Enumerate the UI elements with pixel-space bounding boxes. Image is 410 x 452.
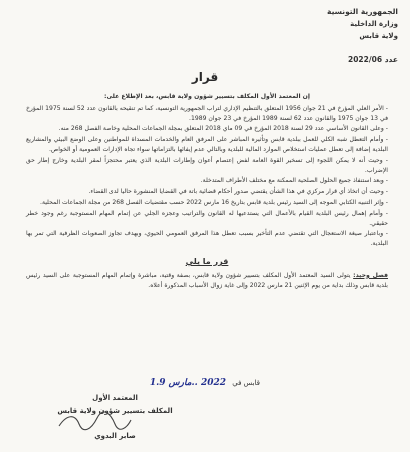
- paragraph: - وإثر التنبيه الكتابي الموجه إلى السيد رئيس بلدية قابس بتاريخ 16 مارس 2022 حسب مقتضيات الفصل 268 من مجلة الجماعات المحلية.: [40, 198, 388, 206]
- paragraph: - وأمام التعطل شبه الكلي للعمل ببلدية قابس وتأثيره المباشر على المرفق العام والخدمات المسداة للمواطنين وعلى الوضع البيئي والمشاريع البلدية إضافة إلى تعطل عمليات استخلاص الموارد المالية للبلدية وبالتالي عدم إيفائها بالتزاماتها سواء تجاه الإدارات العمومية أو الخواص.: [26, 136, 388, 153]
- paragraph: - وحيث أن اتخاذ أي قرار مركزي في هذا الشأن يقتضي صدور أحكام قضائية باتة في القضايا المنشورة حاليا لدى القضاء.: [88, 188, 388, 196]
- paragraph: - وبعد استنفاذ جميع الحلول الصلحية الممكنة مع مختلف الأطراف المتدخلة.: [200, 177, 388, 185]
- date-line: [140, 378, 260, 388]
- article-lead: فصل وحيد:: [353, 271, 389, 279]
- document-title: قرار: [191, 70, 219, 84]
- single-article: [26, 271, 388, 291]
- paragraph: - وعلى القانون الأساسي عدد 29 لسنة 2018 المؤرخ في 09 ماي 2018 المتعلق بمجلة الجماعات المحلية وخاصة الفصل 268 منه.: [58, 125, 388, 133]
- paragraph: - وأمام إهمال رئيس البلدية القيام بالأعمال التي يستدعيها له القانون والتراتيب وعجزه الجلي عن إتمام المهام المستوجبة رغم وجود خطر حقيقي.: [26, 209, 388, 227]
- reference-number: [327, 54, 398, 66]
- signatory-office: المكلف بتسيير شؤون ولاية قابس: [57, 407, 173, 415]
- date-value: 2022 ..مارس 1.9: [149, 378, 226, 388]
- handwritten-signature: [55, 410, 135, 432]
- document-body: [26, 92, 388, 291]
- decides-heading: قرر ما يلي: [185, 256, 229, 266]
- paragraph: - وباعتبار صيغة الاستعجال التي تقتضي عدم التأخير بسبب تعطل هذا المرفق العمومي الحيوي، وبهدف تجاوز الصعوبات الظرفية التي تمر بها البلدية.: [26, 230, 388, 248]
- signatory-role: المعتمد الأول: [92, 394, 138, 402]
- intro-line: إن المعتمد الأول المكلف بتسيير شؤون ولاية قابس، بعد الإطلاع على:: [104, 93, 310, 100]
- republic-name: الجمهورية التونسية: [327, 7, 398, 16]
- date-label: قابس في: [232, 379, 260, 387]
- paragraph: - الأمر العلي المؤرخ في 21 جوان 1956 المتعلق بالتنظيم الإداري لتراب الجمهورية التونسية، كما تم تنقيحه بالقانون عدد 52 لسنة 1975 المؤرخ في 13 جوان 1975 والقانون عدد 62 لسنة 1989 المؤرخ في 23 جوان 1989.: [26, 104, 389, 122]
- signatory-name: صابر البدوي: [94, 432, 136, 440]
- paragraph: - وحيث أنه لا يمكن اللجوء إلى تسخير القوة العامة لفض إعتصام أعوان وإطارات البلدية الذي يعتبر محتجزاً لمقر البلدية وخارج إطار حق الإضراب.: [26, 156, 388, 174]
- reference-value: 2022/06: [348, 55, 383, 64]
- letterhead: [327, 6, 398, 66]
- governorate-name: ولاية قابس: [359, 32, 398, 40]
- ministry-name: وزارة الداخلية: [350, 20, 398, 28]
- reference-label: عدد: [384, 55, 398, 64]
- article-text: يتولى السيد المعتمد الأول المكلف بتسيير شؤون ولاية قابس، بصفة وقتية، مباشرة وإتمام المهام المستوجبة على السيد رئيس بلدية قابس وذلك بداية من يوم الإثنين 21 مارس 2022 وإلى غاية زوال الأسباب المذكورة أعلاه.: [26, 271, 388, 289]
